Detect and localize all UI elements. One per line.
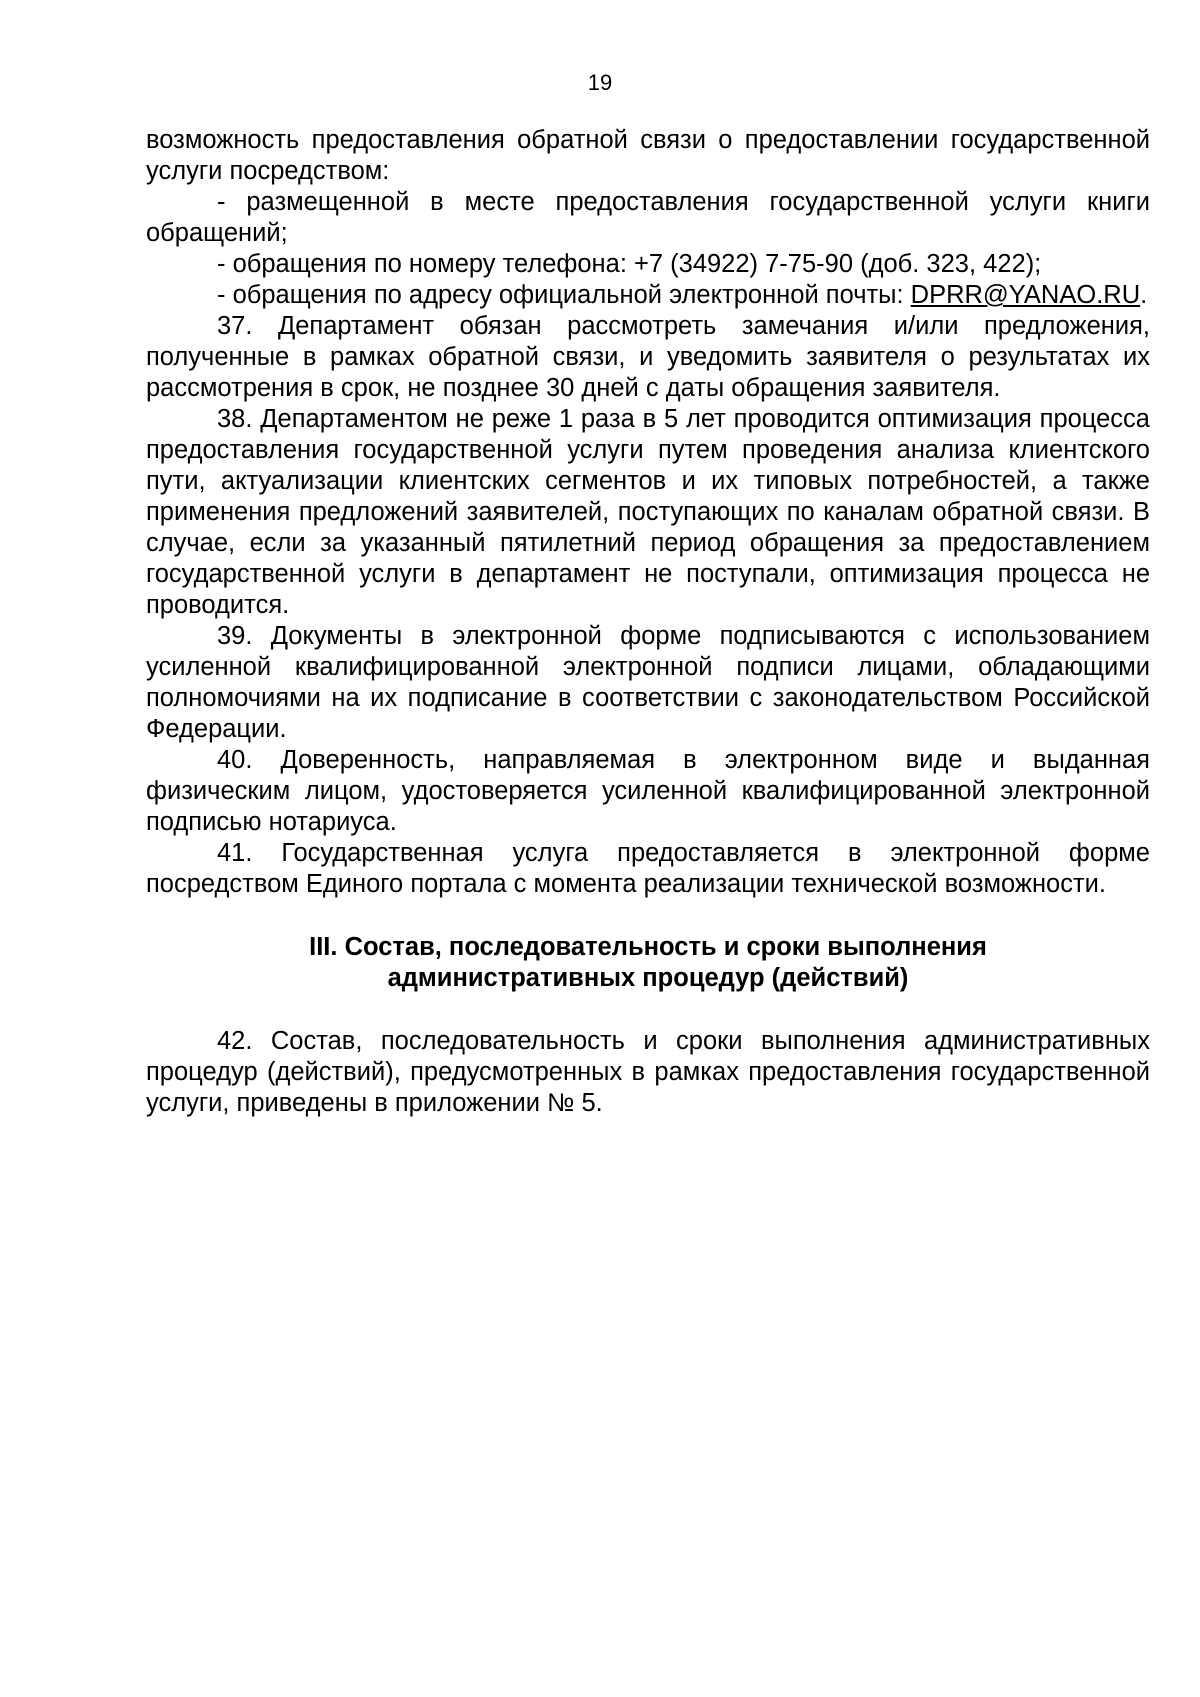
paragraph-38: 38. Департаментом не реже 1 раза в 5 лет проводится оптимизация процесса предоставления государственной услуги путем проведения анализа клиентского пути, актуализации клиентских сегментов и их типовых потребностей, а также применения предложений заявителей, поступающих по каналам обратной связи. В случае, если за указанный пятилетний период обращения за предоставлением государственной услуги в департамент не поступали, оптимизация процесса не проводится. bbox=[146, 405, 1150, 619]
document-body bbox=[146, 125, 1150, 1119]
bullet-email-suffix: . bbox=[1140, 281, 1148, 309]
page-number: 19 bbox=[587, 70, 613, 95]
email-link[interactable]: DPRR@YANAO.RU bbox=[910, 281, 1141, 309]
paragraph-42: 42. Состав, последовательность и сроки выполнения административных процедур (действий), предусмотренных в рамках предоставления государственной услуги, приведены в приложении № 5. bbox=[146, 1027, 1150, 1117]
section-heading bbox=[146, 932, 1150, 994]
bullet-feedback-phone: - обращения по номеру телефона: +7 (34922) 7-75-90 (доб. 323, 422); bbox=[217, 250, 1042, 278]
paragraph-40: 40. Доверенность, направляемая в электронном виде и выданная физическим лицом, удостоверяется усиленной квалифицированной электронной подписью нотариуса. bbox=[146, 746, 1150, 836]
section-heading-line-2: административных процедур (действий) bbox=[387, 964, 909, 992]
paragraph-39: 39. Документы в электронной форме подписываются с использованием усиленной квалифицированной электронной подписи лицами, обладающими полномочиями на их подписание в соответствии с законодательством Российской Федерации. bbox=[146, 622, 1150, 743]
bullet-email-prefix: - обращения по адресу официальной электронной почты: bbox=[217, 281, 911, 309]
paragraph-feedback-intro: возможность предоставления обратной связи о предоставлении государственной услуги посредством: bbox=[146, 126, 1150, 185]
paragraph-41: 41. Государственная услуга предоставляется в электронной форме посредством Единого портала с момента реализации технической возможности. bbox=[146, 839, 1150, 898]
paragraph-37: 37. Департамент обязан рассмотреть замечания и/или предложения, полученные в рамках обратной связи, и уведомить заявителя о результатах их рассмотрения в срок, не позднее 30 дней с даты обращения заявителя. bbox=[146, 312, 1150, 402]
bullet-feedback-email bbox=[146, 280, 1150, 311]
bullet-feedback-book: - размещенной в месте предоставления государственной услуги книги обращений; bbox=[146, 188, 1150, 247]
section-heading-line-1: III. Состав, последовательность и сроки выполнения bbox=[309, 933, 987, 961]
